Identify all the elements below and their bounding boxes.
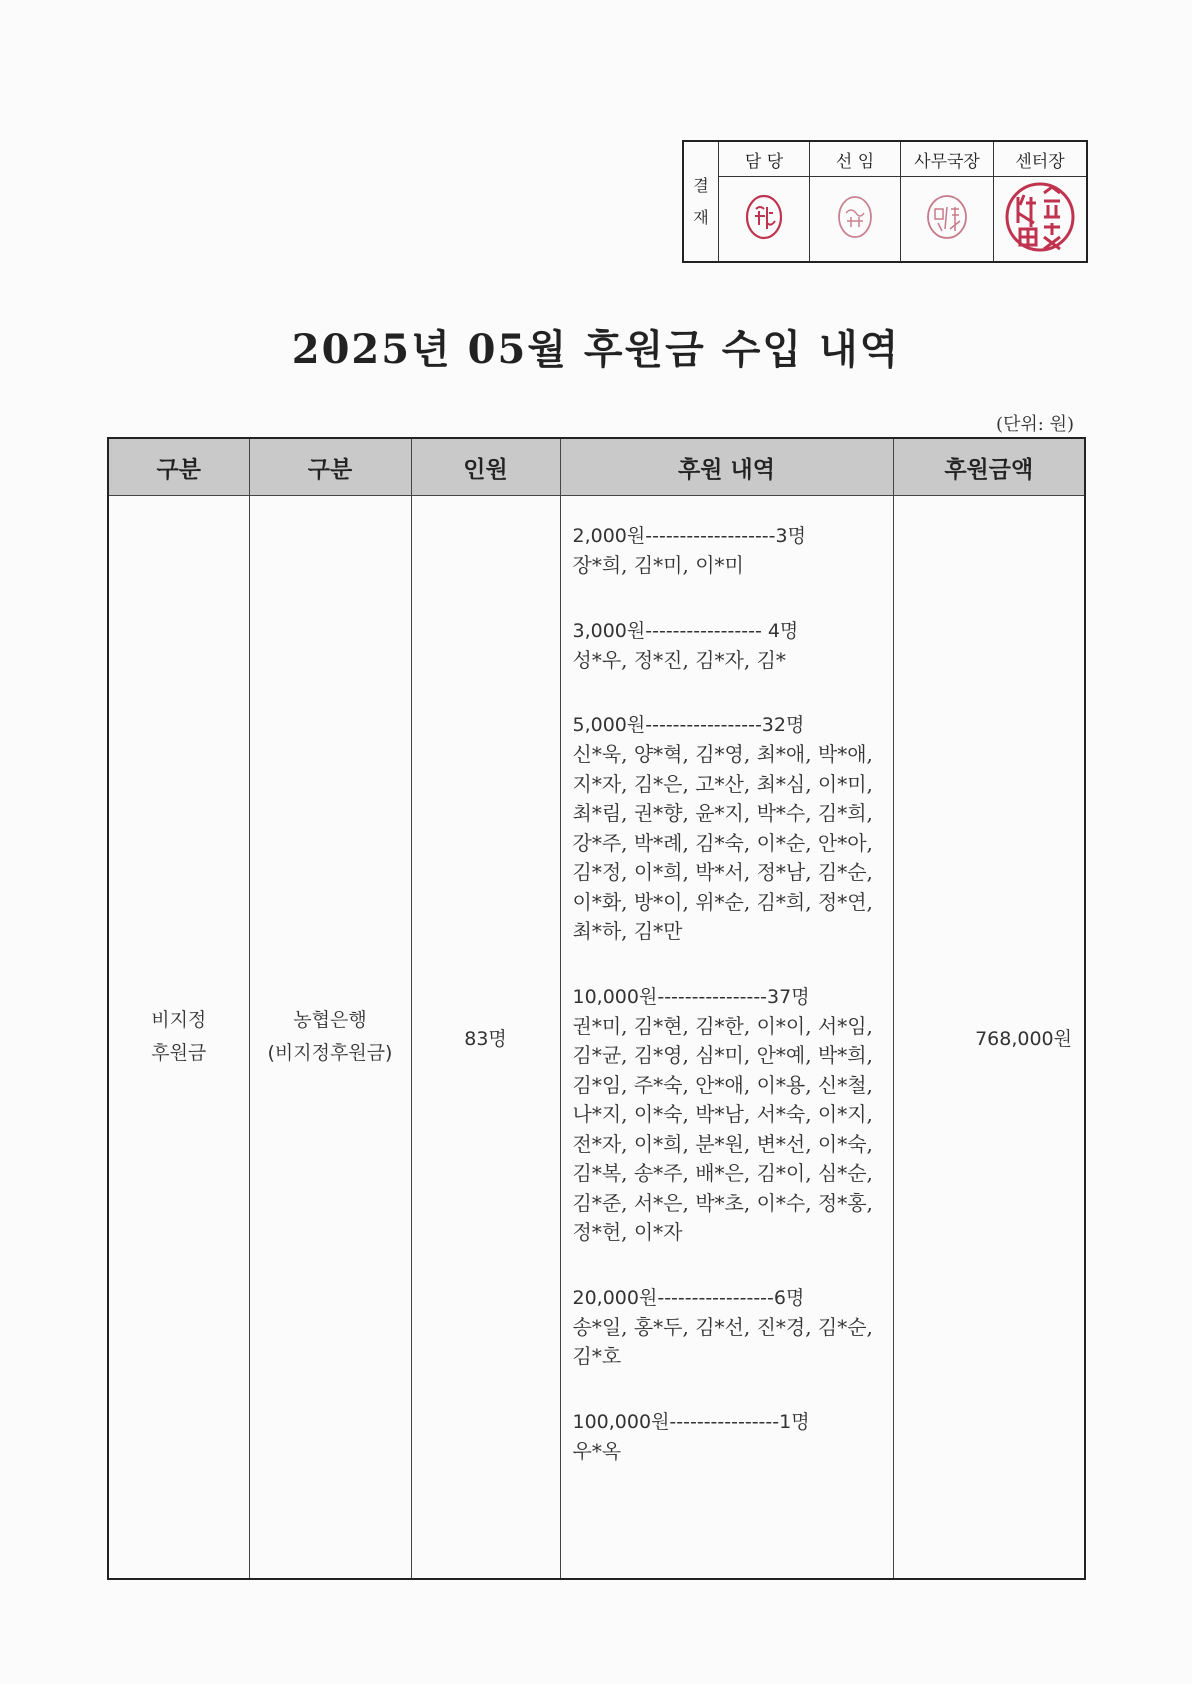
approval-header-staff: 담 당	[719, 141, 810, 177]
group-amount-line: 20,000원-----------------6명	[572, 1286, 805, 1309]
donation-table	[107, 437, 1086, 1580]
table-header-row	[108, 438, 1085, 496]
approval-side-label: 결 재	[683, 141, 719, 262]
details-cell	[560, 496, 893, 1580]
stamp-senior	[810, 177, 901, 263]
donation-group	[573, 1284, 879, 1372]
group-amount-line: 100,000원----------------1명	[572, 1410, 810, 1433]
group-amount-line: 10,000원----------------37명	[572, 985, 810, 1008]
unit-label: (단위: 원)	[996, 414, 1074, 435]
group-names: 우*옥	[572, 1438, 622, 1463]
amount-cell: 768,000원	[893, 496, 1085, 1580]
group-amount-line: 3,000원----------------- 4명	[572, 619, 799, 642]
seal-stamp-secretary-general	[925, 193, 969, 241]
approval-header-secretary-general: 사무국장	[901, 141, 994, 177]
category-text: 비지정 후원금	[151, 1009, 207, 1064]
source-cell	[249, 496, 411, 1580]
donation-group	[573, 1408, 879, 1467]
seal-stamp-staff	[744, 193, 784, 241]
group-amount-line: 2,000원-------------------3명	[572, 525, 806, 547]
approval-box	[682, 140, 1088, 263]
header-source: 구분	[249, 438, 411, 496]
stamp-secretary-general	[901, 177, 994, 263]
count-cell: 83명	[411, 496, 560, 1580]
seal-stamp-director	[1004, 177, 1076, 257]
donation-group	[573, 617, 879, 676]
group-names: 권*미, 김*현, 김*한, 이*이, 서*임, 김*균, 김*영, 심*미, 안*예, 박*희, 김*임, 주*숙, 안*애, 이*용, 신*철, 나*지, 이*숙, 박*남, 서*숙, 이*지, 전*자, 이*희, 분*원, 변*선, 이*숙, 김*복, 송*주, 배*은, 김*이, 심*순, 김*준, 서*은, 박*초, 이*수, 정*홍, 정*헌, 이*자	[572, 1013, 873, 1244]
approval-header-senior: 선 임	[810, 141, 901, 177]
header-details: 후원 내역	[560, 438, 893, 496]
header-category: 구분	[108, 438, 249, 496]
donation-group	[573, 711, 879, 947]
donation-group	[573, 983, 879, 1248]
header-count: 인원	[411, 438, 560, 496]
category-cell	[108, 496, 249, 1580]
table-row	[108, 496, 1085, 1580]
seal-stamp-senior	[835, 193, 875, 241]
header-amount: 후원금액	[893, 438, 1085, 496]
group-names: 성*우, 정*진, 김*자, 김*	[572, 647, 786, 672]
source-text: 농협은행 (비지정후원금)	[267, 1009, 393, 1064]
approval-header-director: 센터장	[994, 141, 1088, 177]
group-names: 장*희, 김*미, 이*미	[572, 553, 744, 577]
group-names: 신*욱, 양*혁, 김*영, 최*애, 박*애, 지*자, 김*은, 고*산, 최*심, 이*미, 최*림, 권*향, 윤*지, 박*수, 김*희, 강*주, 박*례, 김*숙, 이*순, 안*아, 김*정, 이*희, 박*서, 정*남, 김*순, 이*화, 방*이, 위*순, 김*희, 정*연, 최*하, 김*만	[572, 742, 873, 943]
stamp-director	[994, 177, 1088, 263]
group-amount-line: 5,000원-----------------32명	[572, 714, 805, 736]
group-names: 송*일, 홍*두, 김*선, 진*경, 김*순, 김*호	[572, 1314, 873, 1368]
donation-group	[573, 522, 879, 581]
stamp-staff	[719, 177, 810, 263]
page-title: 2025년 05월 후원금 수입 내역	[291, 326, 901, 373]
